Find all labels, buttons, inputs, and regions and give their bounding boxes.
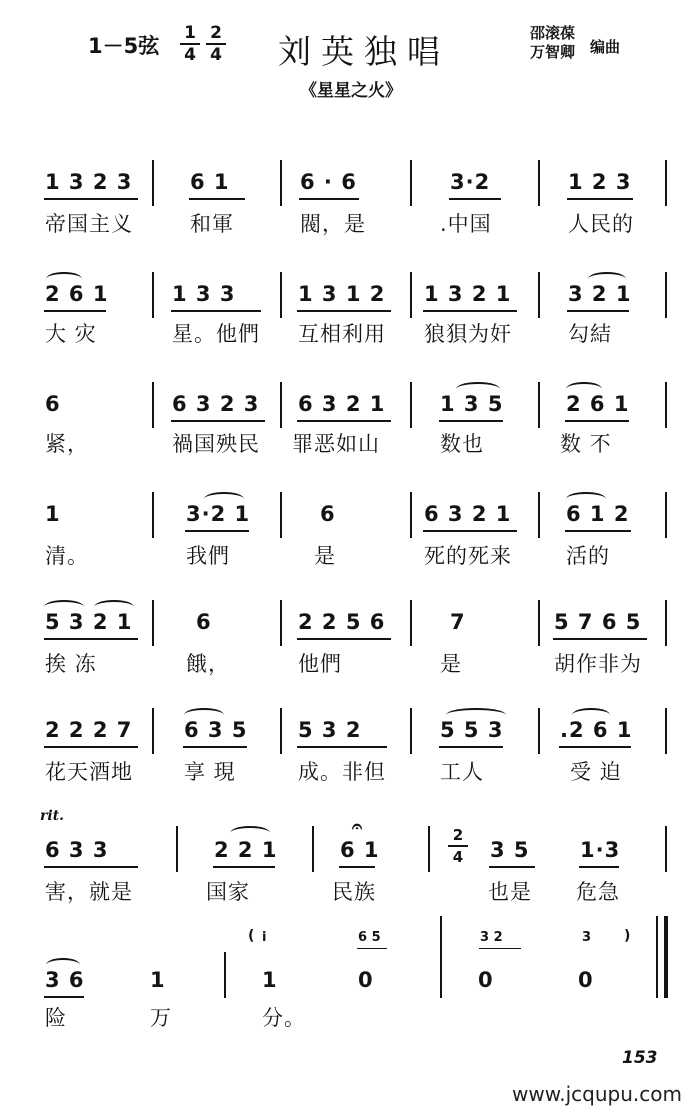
barline [410,600,412,646]
row5-m3-lyric: 他們 [298,652,342,676]
row3-m4-notes: 1 3 5 [440,392,504,416]
row2-underline [423,310,517,312]
row1-m5-notes: 1 2 3 [568,170,632,194]
row2-m4-lyric: 狼狽为奸 [424,322,512,346]
row6-m1-notes: 2 2 2 7 [45,718,133,742]
row6-m4-notes: 5 5 3 [440,718,504,742]
barline [312,826,314,872]
row8-m2-note: 1 [262,968,278,992]
accompaniment-underline [479,948,521,949]
row7-underline [579,866,619,868]
barline [665,708,667,754]
barline [280,382,282,428]
row2-m3-lyric: 互相利用 [298,322,386,346]
row3-m2-notes: 6 3 2 3 [172,392,260,416]
row4-m1-notes: 1 [45,502,61,526]
row1-underline [449,198,501,200]
barline [280,492,282,538]
row7-m3-lyric: 民族 [332,880,376,904]
row6-underline [297,746,387,748]
row1-m5-lyric: 人民的 [568,212,634,236]
barline [224,952,226,998]
barline [280,600,282,646]
barline [665,160,667,206]
barline [152,160,154,206]
row2-m1-notes: 2 6 1 [45,282,109,306]
row1-underline [44,198,138,200]
row1-underline [299,198,359,200]
row4-m1-lyric: 清。 [45,544,89,568]
accompaniment-note: 3 [582,930,592,945]
barline [440,916,442,998]
barline [152,600,154,646]
row2-underline [297,310,391,312]
barline [538,160,540,206]
row3-underline [439,420,503,422]
row6-m2-notes: 6 3 5 [184,718,248,742]
row7-underline [339,866,375,868]
row5-m2-lyric: 餓， [186,652,230,676]
barline [538,600,540,646]
row5-m1-lyric: 挨 冻 [45,652,97,676]
row6-m1-lyric: 花天酒地 [45,760,133,784]
row3-m3-lyric: 罪恶如山 [292,432,380,456]
row1-m1-lyric: 帝国主义 [45,212,133,236]
barline [665,492,667,538]
barline [410,708,412,754]
row6-m3-notes: 5 3 2 [298,718,362,742]
page-number: 153 [622,1048,658,1068]
barline [538,382,540,428]
row7-underline [489,866,535,868]
row6-m5-lyric: 受 迫 [570,760,622,784]
row3-m1-lyric: 紧， [45,432,89,456]
row4-m2-lyric: 我們 [186,544,230,568]
composer-2: 万智卿 [530,43,576,61]
song-subtitle: 《星星之火》 [300,81,402,101]
row1-m1-notes: 1 3 2 3 [45,170,133,194]
row3-m2-lyric: 禍国殃民 [172,432,260,456]
barline [665,272,667,318]
row7-m5-lyric: 危急 [576,880,620,904]
row1-m4-lyric: .中国 [440,212,492,236]
row1-underline [189,198,245,200]
composers-role: 编曲 [590,38,621,56]
row1-underline [567,198,633,200]
row6-m2-lyric: 享 現 [184,760,236,784]
row5-m5-notes: 5 7 6 5 [554,610,642,634]
row8-lyric: 万 [150,1006,172,1030]
row2-m4-notes: 1 3 2 1 [424,282,512,306]
row4-underline [185,530,249,532]
row5-m5-lyric: 胡作非为 [554,652,642,676]
row7-m4-notes: 3 5 [490,838,530,862]
row6-underline [559,746,631,748]
row2-underline [171,310,261,312]
row7-m1-lyric: 害，就是 [45,880,133,904]
row4-underline [565,530,631,532]
barline [665,600,667,646]
row6-m5-notes: .2 6 1 [560,718,633,742]
row8-m1-note: 1 [150,968,166,992]
accompaniment-open-paren: ( [248,928,255,944]
row4-m4-lyric: 死的死来 [424,544,512,568]
row8-lyric: 险 [45,1006,67,1030]
row2-m3-notes: 1 3 1 2 [298,282,386,306]
row7-m5-notes: 1·3 [580,838,621,862]
row6-underline [183,746,247,748]
accompaniment-close-paren: ) [624,928,631,944]
row5-m2-notes: 6 [196,610,212,634]
composer-1: 邵滚葆 [530,24,576,42]
accompaniment-note: 3 2 [480,930,503,945]
time-signature-change: 2 4 [448,826,468,866]
row8-m2-note: 0 [358,968,374,992]
row8-lyric: 分。 [262,1006,306,1030]
row3-m4-lyric: 数也 [440,432,484,456]
barline [538,708,540,754]
accompaniment-note: i [262,930,267,945]
row1-m4-notes: 3·2 [450,170,491,194]
row2-m5-lyric: 勾結 [568,322,612,346]
accompaniment-note: 6 5 [358,930,381,945]
tempo-mark-rit: rit. [40,808,65,824]
row5-m3-notes: 2 2 5 6 [298,610,386,634]
row2-m2-lyric: 星。他們 [172,322,260,346]
barline [152,708,154,754]
row7-m1-notes: 6 3 3 [45,838,109,862]
row7-m2-lyric: 国家 [206,880,250,904]
row8-m3-note: 0 [478,968,494,992]
row3-m3-notes: 6 3 2 1 [298,392,386,416]
song-title: 刘英独唱 [278,32,450,71]
barline [538,492,540,538]
row3-underline [297,420,391,422]
row4-m2-notes: 3·2 1 [186,502,251,526]
row6-underline [44,746,138,748]
time-signature-2: 2 4 [206,24,226,64]
barline [152,272,154,318]
barline [410,272,412,318]
row6-underline [439,746,503,748]
barline [538,272,540,318]
row4-m3-lyric: 是 [314,544,336,568]
row5-m4-lyric: 是 [440,652,462,676]
barline [665,826,667,872]
row2-m2-notes: 1 3 3 [172,282,236,306]
barline [410,382,412,428]
row5-m1-notes: 5 3 2 1 [45,610,133,634]
row8-m1-note: 3 6 [45,968,85,992]
row5-underline [553,638,647,640]
barline [665,382,667,428]
barline [280,272,282,318]
row7-m4-lyric: 也是 [488,880,532,904]
row1-m3-lyric: 閥，是 [300,212,366,236]
fermata-icon: 𝄐 [352,816,363,837]
row8-underline [44,996,84,998]
row6-m3-lyric: 成。非但 [298,760,386,784]
row5-m4-notes: 7 [450,610,466,634]
row7-underline [44,866,138,868]
row3-underline [171,420,265,422]
barline [410,160,412,206]
time-signature-1: 1 4 [180,24,200,64]
row2-m1-lyric: 大 灾 [45,322,97,346]
barline [176,826,178,872]
row2-underline [44,310,106,312]
row3-m1-notes: 6 [45,392,61,416]
barline [152,492,154,538]
row4-m4-notes: 6 3 2 1 [424,502,512,526]
barline [428,826,430,872]
row5-underline [297,638,391,640]
row2-m5-notes: 3 2 1 [568,282,632,306]
row7-m3-notes: 6 1 [340,838,380,862]
final-barline-thick [664,916,668,998]
row1-m2-notes: 6 1 [190,170,230,194]
row5-underline [44,638,138,640]
barline [280,160,282,206]
barline [152,382,154,428]
row7-underline [213,866,275,868]
watermark: www.jcqupu.com [512,1082,682,1106]
row3-underline [565,420,629,422]
row4-m5-notes: 6 1 2 [566,502,630,526]
row8-m3-note: 0 [578,968,594,992]
final-barline-thin [656,916,658,998]
row4-underline [423,530,517,532]
composers [530,24,575,62]
row7-m2-notes: 2 2 1 [214,838,278,862]
row6-m4-lyric: 工人 [440,760,484,784]
accompaniment-underline [357,948,387,949]
barline [280,708,282,754]
tuning-label: 1－5弦 [88,34,160,58]
row1-m3-notes: 6 · 6 [300,170,357,194]
row1-m2-lyric: 和軍 [190,212,234,236]
row3-m5-lyric: 数 不 [560,432,612,456]
row4-m5-lyric: 活的 [566,544,610,568]
barline [410,492,412,538]
row3-m5-notes: 2 6 1 [566,392,630,416]
row4-m3-notes: 6 [320,502,336,526]
row2-underline [567,310,629,312]
